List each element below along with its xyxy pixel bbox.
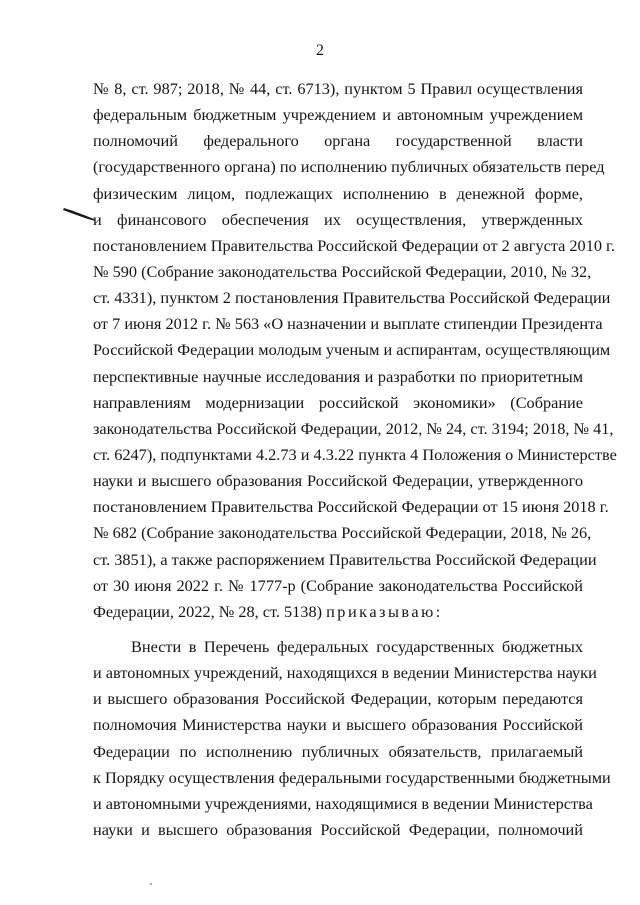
text-line: ст. 3851), а также распоряжением Правительства Российской Федерации bbox=[93, 549, 597, 569]
text-line: к Порядку осуществления федеральными государственными бюджетными bbox=[93, 767, 611, 787]
text-line: и автономными учреждениями, находящимися в ведении Министерства bbox=[93, 793, 593, 813]
text-line: № 682 (Собрание законодательства Российской Федерации, 2018, № 26, bbox=[93, 523, 592, 543]
text-line: ст. 4331), пунктом 2 постановления Правительства Российской Федерации bbox=[93, 288, 611, 308]
text-line: № 8, ст. 987; 2018, № 44, ст. 6713), пунктом 5 Правил осуществления bbox=[93, 79, 583, 98]
text-line: и финансового обеспечения их осуществления, утвержденных bbox=[93, 209, 583, 229]
text-line: ст. 6247), подпунктами 4.2.73 и 4.3.22 пункта 4 Положения о Министерстве bbox=[93, 444, 617, 464]
paragraph-amendment bbox=[93, 634, 611, 843]
text-line: Внести в Перечень федеральных государственных бюджетных bbox=[131, 636, 583, 656]
text-line: направлениям модернизации российской экономики» (Собрание bbox=[93, 392, 583, 412]
text-line: Федерации по исполнению публичных обязательств, прилагаемый bbox=[93, 741, 583, 761]
text-line: от 30 июня 2022 г. № 1777-р (Собрание законодательства Российской bbox=[93, 575, 583, 595]
scan-speck bbox=[150, 883, 152, 885]
paragraph-legal-basis bbox=[93, 76, 617, 625]
text-line: и автономных учреждений, находящихся в ведении Министерства науки bbox=[93, 663, 597, 683]
text-line: и высшего образования Российской Федерации, которым передаются bbox=[93, 689, 583, 709]
text-line: науки и высшего образования Российской Федерации, полномочий bbox=[93, 819, 583, 839]
text-line: постановлением Правительства Российской Федерации от 2 августа 2010 г. bbox=[93, 235, 615, 255]
text-line: физическим лицом, подлежащих исполнению в денежной форме, bbox=[93, 183, 583, 203]
text-fragment: Федерации, 2022, № 28, ст. 5138) bbox=[93, 601, 323, 621]
paragraph-gap bbox=[93, 625, 583, 634]
order-verb: приказываю: bbox=[326, 601, 443, 621]
text-line: постановлением Правительства Российской Федерации от 15 июня 2018 г. bbox=[93, 497, 609, 517]
text-line: федеральным бюджетным учреждением и автономным учреждением bbox=[93, 105, 583, 125]
text-line: (государственного органа) по исполнению публичных обязательств перед bbox=[93, 157, 605, 177]
document-body bbox=[93, 76, 617, 843]
text-line: от 7 июня 2012 г. № 563 «О назначении и выплате стипендии Президента bbox=[93, 314, 603, 334]
text-line: Российской Федерации молодым ученым и аспирантам, осуществляющим bbox=[93, 340, 611, 360]
text-line: № 590 (Собрание законодательства Российской Федерации, 2010, № 32, bbox=[93, 261, 592, 281]
text-line: законодательства Российской Федерации, 2012, № 24, ст. 3194; 2018, № 41, bbox=[93, 418, 614, 438]
page-number: 2 bbox=[316, 42, 324, 59]
text-line: полномочия Министерства науки и высшего образования Российской bbox=[93, 715, 583, 735]
text-line: науки и высшего образования Российской Федерации, утвержденного bbox=[93, 471, 583, 491]
text-line: полномочий федерального органа государственной власти bbox=[93, 131, 583, 151]
text-line: перспективные научные исследования и разработки по приоритетным bbox=[93, 366, 583, 386]
text-line-last bbox=[93, 599, 583, 625]
